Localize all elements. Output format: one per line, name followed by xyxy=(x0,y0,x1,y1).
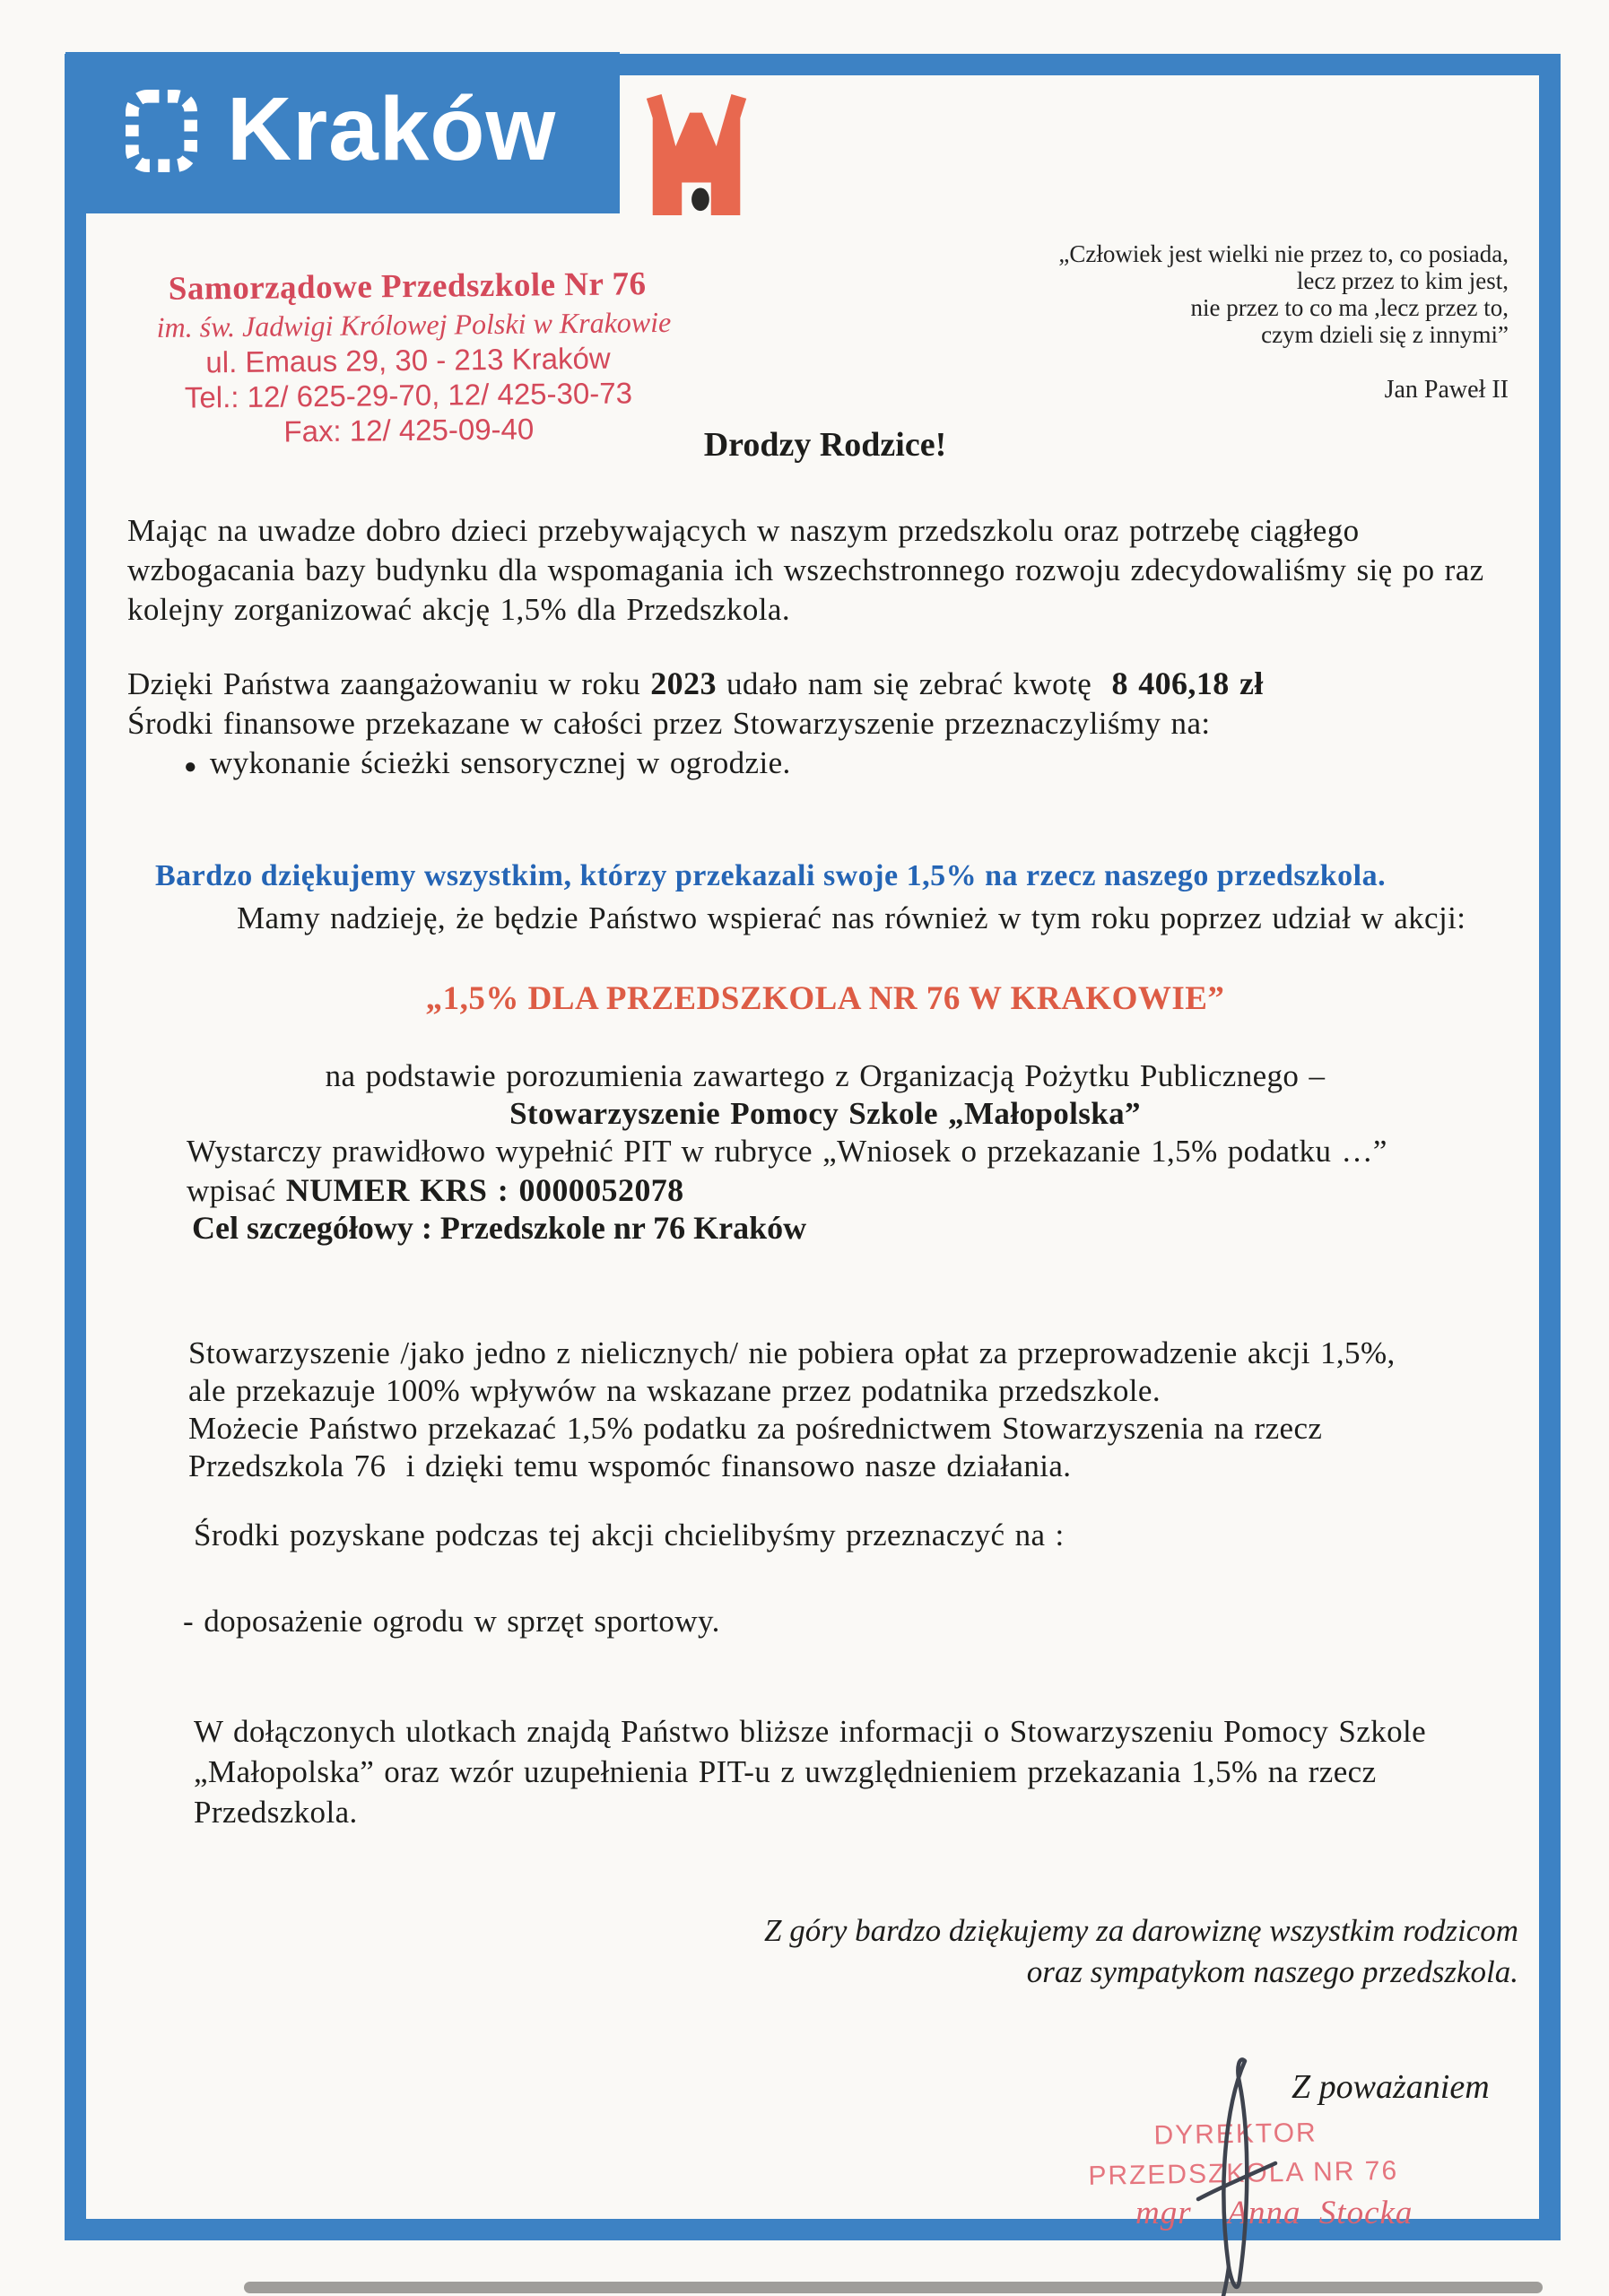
closing-line: oraz sympatykom naszego przedszkola. xyxy=(1026,1954,1518,1989)
summary-text: Dzięki Państwa zaangażowaniu w roku xyxy=(127,666,651,701)
summary-text: udało nam się zebrać kwotę xyxy=(716,666,1112,701)
fees-line: Możecie Państwo przekazać 1,5% podatku za pośrednictwem Stowarzyszenia na rzecz xyxy=(188,1411,1323,1446)
intro-line: Mając na uwadze dobro dzieci przebywających w naszym przedszkolu oraz potrzebę ciągłego xyxy=(127,513,1360,548)
fees-paragraph xyxy=(188,1335,1396,1485)
summary-amount: 8 406,18 zł xyxy=(1111,665,1264,701)
leaflets-line: Przedszkola. xyxy=(194,1795,358,1830)
sender-name-line: Samorządowe Przedszkole Nr 76 xyxy=(168,265,647,308)
quote-author: Jan Paweł II xyxy=(1384,376,1509,404)
salutation: Drodzy Rodzice! xyxy=(703,426,947,464)
quote-line: nie przez to co ma ,lecz przez to, xyxy=(1190,294,1509,321)
sender-patron-line: im. św. Jadwigi Królowej Polski w Krakowie xyxy=(156,305,672,344)
purpose-item-line: - doposażenie ogrodu w sprzęt sportowy. xyxy=(183,1604,720,1639)
summary-line xyxy=(127,664,1264,704)
sender-phone-line: Tel.: 12/ 625-29-70, 12/ 425-30-73 xyxy=(184,376,633,414)
agreement-line: na podstawie porozumienia zawartego z Organizacją Pożytku Publicznego – xyxy=(325,1058,1326,1093)
director-stamp-line: DYREKTOR xyxy=(1153,2118,1318,2151)
bullet-item xyxy=(127,744,1264,787)
krs-number: NUMER KRS : 0000052078 xyxy=(285,1172,684,1208)
donation-summary xyxy=(127,664,1264,787)
campaign-title: „1,5% DLA PRZEDSZKOLA NR 76 W KRAKOWIE” xyxy=(425,980,1225,1017)
crown-dot-icon xyxy=(691,187,709,211)
summary-line: Środki finansowe przekazane w całości przez Stowarzyszenie przeznaczyliśmy na: xyxy=(127,706,1211,741)
intro-line: wzbogacania bazy budynku dla wspomagania ich wszechstronnego rozwoju zdecydowaliśmy się po raz xyxy=(127,552,1484,587)
closing-line: Z góry bardzo dziękujemy za darowiznę wszystkim rodzicom xyxy=(764,1913,1518,1948)
quote-block xyxy=(969,240,1509,404)
krakow-logo-text: Kraków xyxy=(227,79,557,179)
closing-thanks xyxy=(628,1910,1518,1993)
leaflets-line: „Małopolska” oraz wzór uzupełnienia PIT-u z uwzględnieniem przekazania 1,5% na rzecz xyxy=(194,1754,1377,1789)
bullet-dot-icon: ● xyxy=(184,755,197,778)
summary-year: 2023 xyxy=(650,665,717,701)
quote-line: „Człowiek jest wielki nie przez to, co posiada, xyxy=(1058,240,1509,267)
krakow-logo-bar xyxy=(65,52,620,213)
bullet-text: wykonanie ścieżki sensorycznej w ogrodzie. xyxy=(209,745,791,780)
krs-prefix: wpisać xyxy=(187,1173,286,1208)
crown-icon xyxy=(639,91,755,215)
goal-line: Cel szczegółowy : Przedszkole nr 76 Kraków xyxy=(192,1210,807,1246)
intro-paragraph xyxy=(127,511,1484,630)
pit-instruction: Wystarczy prawidłowo wypełnić PIT w rubryce „Wniosek o przekazanie 1,5% podatku …” xyxy=(187,1134,1387,1169)
fees-line: Stowarzyszenie /jako jedno z nielicznych/ nie pobiera opłat za przeprowadzenie akcji 1,5%, xyxy=(188,1335,1396,1370)
fees-line: ale przekazuje 100% wpływów na wskazane przez podatnika przedszkole. xyxy=(188,1373,1161,1408)
association-name: Stowarzyszenie Pomocy Szkole „Małopolska” xyxy=(509,1096,1141,1131)
leaflets-line: W dołączonych ulotkach znajdą Państwo bliższe informacji o Stowarzyszeniu Pomocy Szkole xyxy=(194,1714,1427,1749)
quote-line: lecz przez to kim jest, xyxy=(1296,267,1509,294)
sender-fax-line: Fax: 12/ 425-09-40 xyxy=(283,412,535,448)
sender-stamp xyxy=(156,265,672,450)
krs-line xyxy=(187,1171,684,1209)
signature-name: mgr Anna Stocka xyxy=(1135,2195,1413,2231)
intro-line: kolejny zorganizować akcję 1,5% dla Przedszkola. xyxy=(127,592,790,627)
funds-purpose-line: Środki pozyskane podczas tej akcji chcielibyśmy przeznaczyć na : xyxy=(194,1518,1065,1552)
director-stamp-line: PRZEDSZKOLA NR 76 xyxy=(1088,2155,1399,2191)
quote-line: czym dzieli się z innymi” xyxy=(1261,321,1509,348)
scan-artifact xyxy=(244,2282,1543,2293)
hope-line: Mamy nadzieję, że będzie Państwo wspierać nas również w tym roku poprzez udział w akcji: xyxy=(237,900,1466,935)
signoff: Z poważaniem xyxy=(1292,2068,1490,2106)
sender-address-line: ul. Emaus 29, 30 - 213 Kraków xyxy=(205,341,611,379)
thanks-highlight: Bardzo dziękujemy wszystkim, którzy przekazali swoje 1,5% na rzecz naszego przedszkola. xyxy=(155,859,1387,892)
leaflets-paragraph xyxy=(194,1711,1426,1832)
krakow-grid-icon xyxy=(123,88,200,178)
fees-line: Przedszkola 76 i dzięki temu wspomóc finansowo nasze działania. xyxy=(188,1448,1072,1483)
signature-ink xyxy=(1193,2054,1293,2296)
